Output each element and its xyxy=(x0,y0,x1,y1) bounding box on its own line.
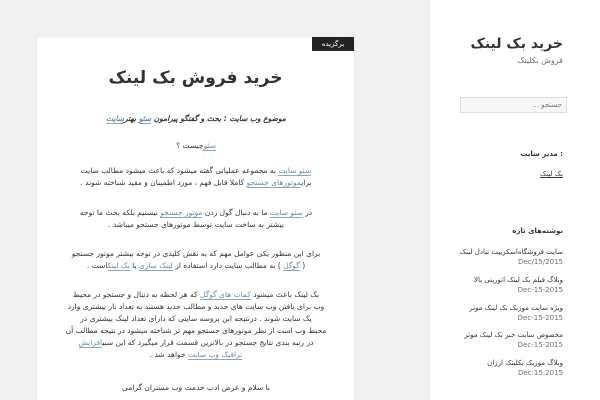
p3-text-1: برای این منظور یکی عوامل مهم که به نقش کلیدی در توجه بیشتر موتور جستجو xyxy=(71,249,321,258)
recent-post-1[interactable]: سایت فروشگاه‌اسکریپت تبادل لینک xyxy=(459,248,563,256)
search-input[interactable] xyxy=(460,97,567,113)
recent-post-1-date: Dec/15/2015 xyxy=(518,258,563,266)
search-engine-link[interactable]: موتور جستجو xyxy=(160,208,203,217)
p3-text-2: ( xyxy=(302,261,306,270)
p1-text: به مجموعه عملیاتی گفته میشود که باعث میشود مطالب سایت xyxy=(80,166,277,175)
recent-post-2[interactable]: وبلاگ فیلم بک لینک اتوریتی بالا xyxy=(473,276,563,284)
paragraph-2 xyxy=(51,207,341,231)
article-title[interactable]: خرید فروش بک لینک xyxy=(108,68,283,88)
p4-text-7: خواهد شد . xyxy=(149,350,186,359)
recent-post-5-date: Dec:15:2015 xyxy=(518,369,563,377)
p4-text-1: بک لینک باعث میشود xyxy=(253,290,320,299)
backlink-link[interactable]: بک لینک xyxy=(107,261,130,270)
increase-link[interactable]: افزایش xyxy=(78,338,103,347)
seo-site-link[interactable]: سئو سایت xyxy=(278,166,312,175)
p1-text-2: برای xyxy=(301,178,312,187)
p2-text-4: بیشتر به ساخت سایت توسط موتورهای جستجو میباشد . xyxy=(108,220,284,229)
p4-text-6: در رتبه بندی نتایج جستجو در بالاترین قسمت قرار میگیرد که این سبب xyxy=(102,338,314,347)
recent-post-2-date: Dec-15-2015 xyxy=(517,286,563,294)
link-building-link[interactable]: لینک سازی xyxy=(138,261,173,270)
site-title[interactable]: خرید بک لینک xyxy=(470,36,563,52)
featured-badge: برگزیده xyxy=(312,37,354,51)
p1-text-3: کاملا قابل فهم ، مورد اطمینان و مفید شناخته شوند . xyxy=(80,178,245,187)
paragraph-1 xyxy=(51,165,341,189)
seo-site-link-2[interactable]: سئو سایت xyxy=(269,208,303,217)
p4-text-2: که هر لحظه به دنبال و جستجو در محیط xyxy=(72,290,198,299)
admin-link[interactable] xyxy=(540,170,563,178)
recent-post-3-date: Dec-15-2015 xyxy=(517,314,563,322)
p4-text-4: یک سایت شوند . درنتیجه این پروسه سایتی که دارای تعداد لینک بیشتری در xyxy=(80,314,312,323)
paragraph-3 xyxy=(51,248,341,272)
recent-posts-title: نوشته‌های تازه xyxy=(512,227,563,235)
subtitle-mid: بهتر xyxy=(124,114,137,123)
subtitle xyxy=(51,113,341,125)
p4-text-5: محیط وب است از نظر موتورهای جستجو مهم تر شناخته میشود در نتیجه مطالب آن xyxy=(65,326,327,335)
question-line xyxy=(51,140,341,152)
recent-post-3[interactable]: ویژه سایت موزیک بک لینک موثر xyxy=(469,304,563,312)
site-description: فروش بکلینک xyxy=(517,56,563,65)
google-link[interactable]: گوگل xyxy=(283,261,300,270)
seo-question-link[interactable]: سئو xyxy=(203,141,216,150)
p2-text-2: ما به دنبال گول زدن xyxy=(204,208,268,217)
recent-post-4-date: Dec-15-2015 xyxy=(517,341,563,349)
paragraph-5: با سلام و عرض ادب خدمت وب مستران گرامی xyxy=(121,383,271,392)
admin-widget-title: مدیر سایت : xyxy=(520,150,563,158)
site-traffic-link[interactable]: ترافیک وب سایت xyxy=(187,350,243,359)
p2-text-3: نیستیم بلکه بحث ما توجه xyxy=(79,208,158,217)
p3-text-4: یا xyxy=(132,261,137,270)
paragraph-4 xyxy=(51,289,341,361)
admin-link-text[interactable]: بک لینک xyxy=(539,170,563,178)
article-card xyxy=(37,37,354,400)
site-link[interactable]: سایت xyxy=(106,114,125,123)
p3-text-5: است . xyxy=(86,261,108,270)
recent-post-4[interactable]: مخصوص سایت خبر بک لینک موثر xyxy=(464,331,563,339)
subtitle-text: موضوع وب سایت : بحث و گفتگو پیرامون xyxy=(153,114,286,123)
sidebar xyxy=(430,0,600,400)
p3-text-3: ) به مطالب سایت دارد استفاده از xyxy=(175,261,281,270)
google-crawlers-link[interactable]: کمات های گوگل xyxy=(200,290,251,299)
search-engines-link[interactable]: موتورهای جستجو xyxy=(246,178,302,187)
question-text: چیست ؟ xyxy=(176,141,204,150)
p2-text-1: در xyxy=(305,208,313,217)
p4-text-3: وب برای یافتن وب سایت های جدید و مطالب جدید هستند به تعداد بار بیشتری وارد xyxy=(67,302,325,311)
seo-link[interactable]: سئو xyxy=(138,114,152,123)
recent-post-5[interactable]: وبلاگ موزیک بکلینک ارزان xyxy=(487,359,563,367)
